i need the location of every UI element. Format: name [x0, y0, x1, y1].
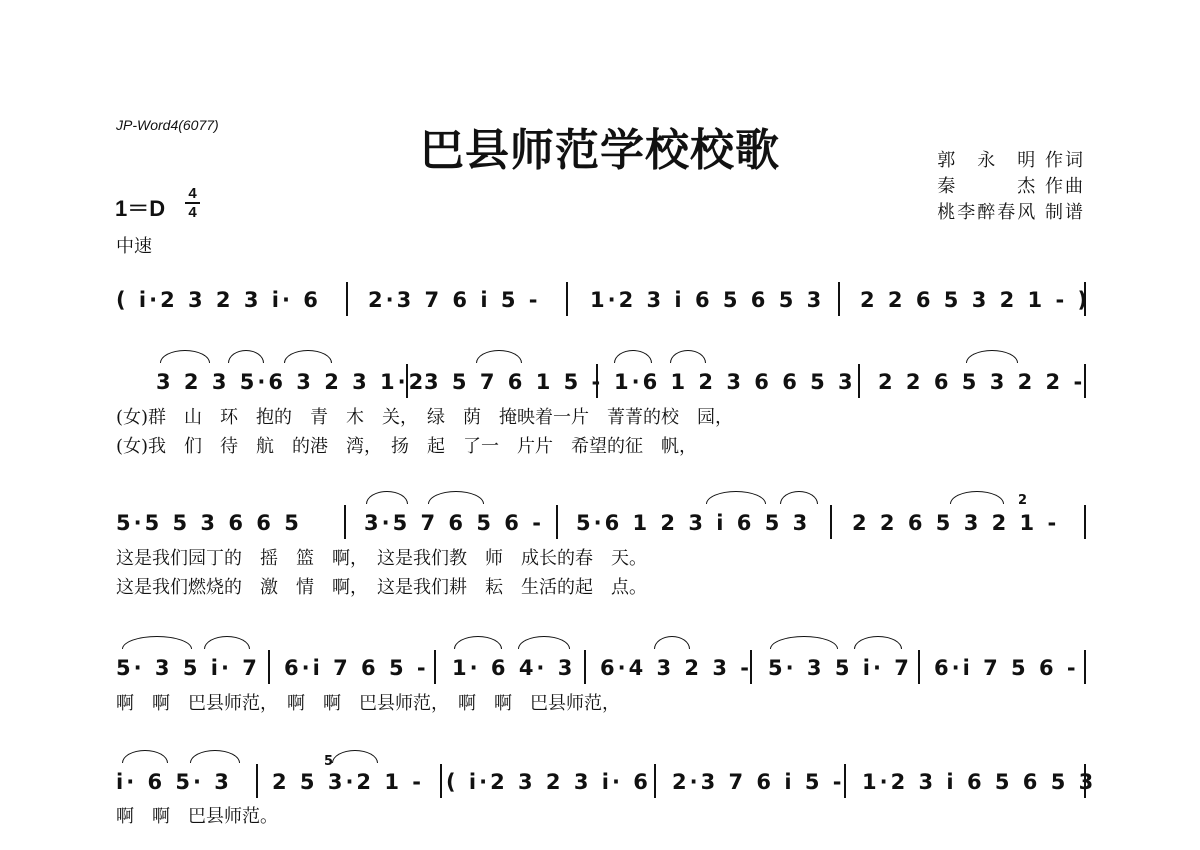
lyric-line: 啊 啊 巴县师范。 — [116, 806, 278, 827]
measure: 2·3 7 6 i 5 - — [672, 770, 845, 794]
lyric-line: (女)我 们 待 航 的港 湾， 扬 起 了一 片片 希望的征 帆， — [116, 436, 698, 457]
arranger-credit: 桃李醉春风 制谱 — [937, 202, 1085, 223]
measure: 6·i 7 6 5 - — [284, 656, 429, 680]
measure: 3·5 7 6 5 6 - — [364, 511, 544, 535]
measure: 2 2 6 5 3 2 1 - — [852, 511, 1060, 535]
lyric-line: 这是我们园丁的 摇 篮 啊， 这是我们教 师 成长的春 天。 — [116, 548, 647, 569]
source-label: JP-Word4(6077) — [116, 117, 219, 133]
meter-bottom: 4 — [188, 204, 197, 221]
tempo-marking: 中速 — [116, 236, 152, 257]
measure: ( i·2 3 2 3 i· 6 — [446, 770, 651, 794]
song-title: 巴县师范学校校歌 — [420, 125, 780, 176]
grace-note: 2 — [1018, 493, 1031, 508]
credits — [937, 148, 1085, 226]
lyric-line: (女)群 山 环 抱的 青 木 关， 绿 荫 掩映着一片 菁菁的校 园， — [116, 407, 734, 428]
meter-top: 4 — [188, 185, 197, 202]
measure: 1·6 1 2 3 6 6 5 3 — [614, 370, 856, 394]
lyric-line: 啊 啊 巴县师范， 啊 啊 巴县师范， 啊 啊 巴县师范， — [116, 693, 620, 714]
measure: 6·4 3 2 3 - — [600, 656, 752, 680]
key-signature: 1＝D — [115, 196, 166, 221]
lyricist-credit: 郭 永 明 作词 — [937, 150, 1085, 171]
measure: 6·i 7 5 6 - — [934, 656, 1079, 680]
composer-credit: 秦 杰 作曲 — [937, 176, 1085, 197]
measure: 2·3 7 6 i 5 - — [368, 288, 541, 312]
measure: i· 6 5· 3 — [116, 770, 232, 794]
measure: 1·2 3 i 6 5 6 5 3 — [862, 770, 1097, 794]
measure: 2 5 3·2 1 - — [272, 770, 424, 794]
measure: 5· 3 5 i· 7 — [116, 656, 260, 680]
measure: 3 2 3 5·6 3 2 3 1·2 — [156, 370, 427, 394]
measure: 1·2 3 i 6 5 6 5 3 — [590, 288, 825, 312]
measure: 2 2 6 5 3 2 1 - ) — [860, 288, 1091, 312]
time-signature — [185, 186, 200, 220]
measure: 3 5 7 6 1 5 - — [424, 370, 604, 394]
grace-note: 5 — [324, 754, 337, 769]
measure: 5·5 5 3 6 6 5 — [116, 511, 302, 535]
measure: 5· 3 5 i· 7 — [768, 656, 912, 680]
measure: 5·6 1 2 3 i 6 5 3 — [576, 511, 811, 535]
measure: 2 2 6 5 3 2 2 - — [878, 370, 1086, 394]
lyric-line: 这是我们燃烧的 激 情 啊， 这是我们耕 耘 生活的起 点。 — [116, 577, 647, 598]
measure: ( i·2 3 2 3 i· 6 — [116, 288, 321, 312]
measure: 1· 6 4· 3 — [452, 656, 576, 680]
